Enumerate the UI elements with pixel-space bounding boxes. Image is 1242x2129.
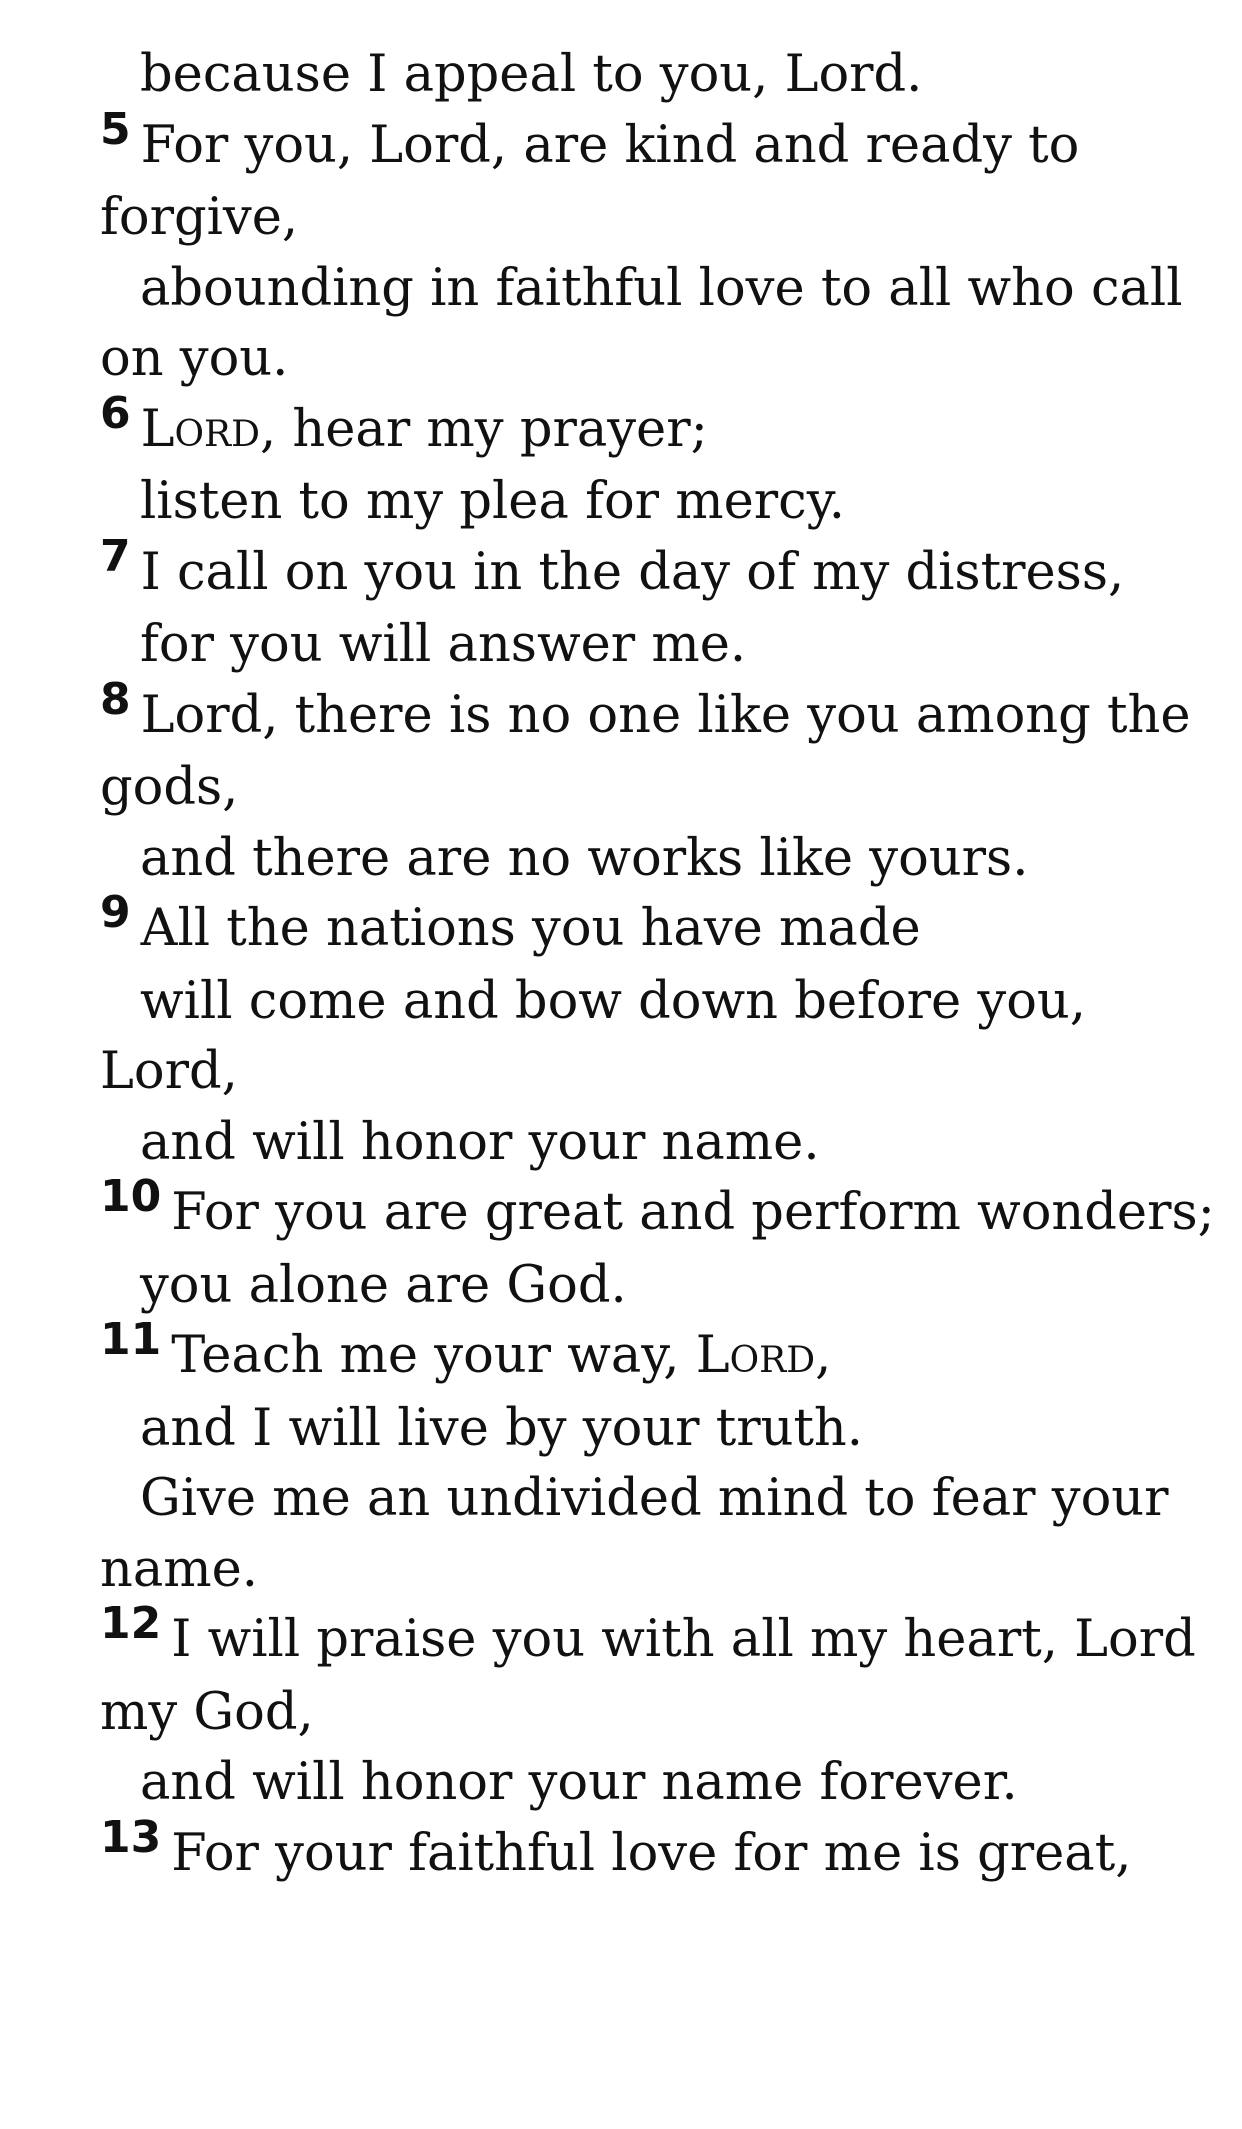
verse-text: name. — [100, 1539, 259, 1599]
verse-number: 10 — [100, 1171, 162, 1222]
verse-line — [100, 1598, 1220, 1678]
verse-number: 13 — [100, 1811, 162, 1863]
verse-number: 5 — [100, 103, 131, 155]
verse-text: and will honor your name. — [140, 1112, 820, 1172]
verse-line — [100, 40, 1220, 111]
scripture-reader — [100, 40, 1220, 1891]
verse-line — [100, 1108, 1220, 1179]
verse-text: abounding in faithful love to all who call — [140, 258, 1183, 318]
verse-line — [100, 1394, 1220, 1465]
verse-text: you alone are God. — [140, 1255, 627, 1315]
verse-text: For you are great and perform wonders; — [171, 1183, 1215, 1242]
verse-line — [100, 1678, 1220, 1749]
verse-text: for you will answer me. — [140, 615, 747, 674]
verse-text: will come and bow down before you, — [140, 971, 1086, 1031]
verse-line — [100, 610, 1220, 681]
verse — [100, 530, 1220, 681]
verse-text: listen to my plea for mercy. — [140, 472, 845, 531]
verse — [100, 887, 1220, 1178]
verse-text: Give me an undivided mind to fear your — [140, 1469, 1169, 1528]
verse — [100, 40, 1220, 111]
verse-number: 6 — [100, 387, 131, 439]
verse-line — [100, 324, 1220, 395]
verse-line — [100, 103, 1220, 184]
verse-text: For you, Lord, are kind and ready to — [140, 115, 1080, 175]
verse-line — [100, 824, 1220, 895]
verse-line — [100, 1171, 1220, 1251]
verse-text: and I will live by your truth. — [140, 1398, 863, 1458]
verse-text: Teach me your way, Lord, — [171, 1326, 832, 1385]
verse-text: forgive, — [100, 188, 299, 247]
verse-number: 8 — [100, 673, 131, 725]
verse-text: because I appeal to you, Lord. — [140, 45, 923, 104]
verse — [100, 673, 1220, 895]
verse-number: 9 — [100, 887, 131, 938]
verse-text: Lord, — [100, 1042, 238, 1101]
verse-text: my God, — [100, 1682, 314, 1742]
verse-line — [100, 530, 1220, 611]
verse-line — [100, 967, 1220, 1038]
verse-line — [100, 1535, 1220, 1606]
verse-line — [100, 1464, 1220, 1535]
verse-text: and there are no works like yours. — [140, 828, 1029, 888]
verse-line — [100, 387, 1220, 468]
verse-text: I call on you in the day of my distress, — [140, 542, 1125, 602]
verse-text: For your faithful love for me is great, — [171, 1823, 1132, 1883]
verse-text: All the nations you have made — [140, 899, 921, 958]
verse-number: 11 — [100, 1314, 162, 1365]
verse-line — [100, 673, 1220, 754]
verse-line — [100, 1037, 1220, 1108]
verse — [100, 103, 1220, 395]
verse — [100, 1171, 1220, 1321]
verse-number: 12 — [100, 1598, 162, 1649]
verse — [100, 387, 1220, 538]
verse — [100, 1811, 1220, 1892]
verse-line — [100, 1811, 1220, 1892]
verse-text: Lord, there is no one like you among the — [140, 685, 1191, 745]
verse-text: Lord, hear my prayer; — [140, 399, 708, 459]
verse-line — [100, 183, 1220, 254]
verse-line — [100, 1251, 1220, 1322]
verse-text: I will praise you with all my heart, Lord — [171, 1610, 1196, 1669]
verse-line — [100, 467, 1220, 538]
verse-text: on you. — [100, 329, 289, 388]
verse-text: gods, — [100, 758, 239, 817]
verse-line — [100, 887, 1220, 967]
verse-line — [100, 1748, 1220, 1819]
verse-line — [100, 1314, 1220, 1394]
verse — [100, 1314, 1220, 1605]
verse — [100, 1598, 1220, 1819]
verse-line — [100, 254, 1220, 325]
verse-number: 7 — [100, 530, 131, 582]
verse-line — [100, 753, 1220, 824]
verse-text: and will honor your name forever. — [140, 1753, 1018, 1812]
